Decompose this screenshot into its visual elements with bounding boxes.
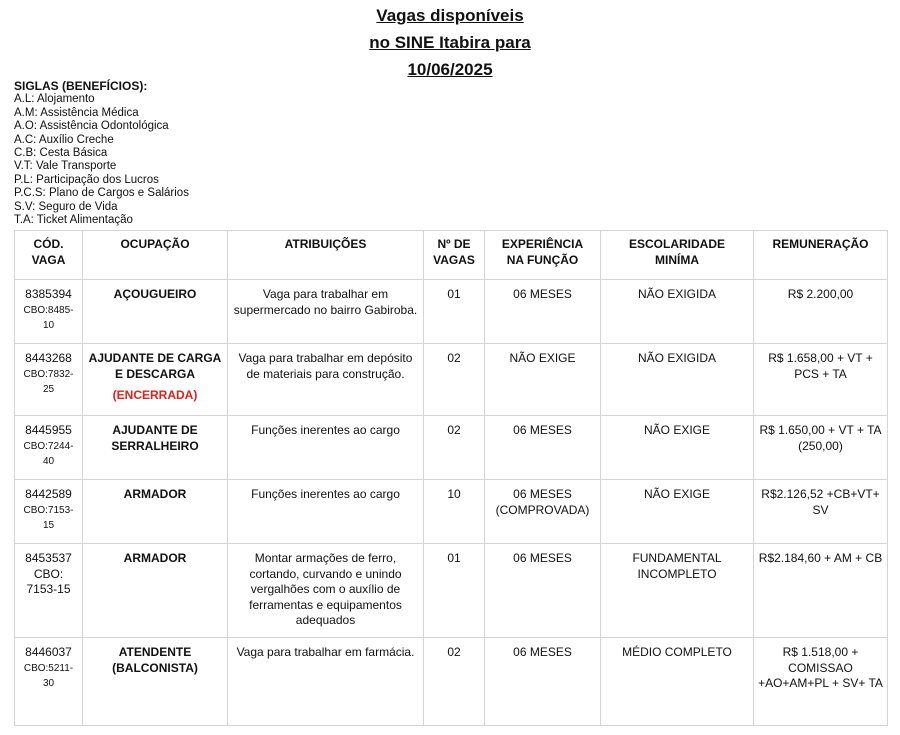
cell-occupation: ATENDENTE (BALCONISTA) [83,638,228,726]
table-row [15,344,888,416]
cell-attributions: Montar armações de ferro, cortando, curvando e unindo vergalhões com o auxílio de ferramentas e equipamentos adequados [228,544,424,638]
cell-experience: NÃO EXIGE [485,344,601,416]
cell-education: NÃO EXIGIDA [601,344,754,416]
status-closed-badge: (ENCERRADA) [112,388,198,402]
cell-code: 8453537 CBO: 7153-15 [15,544,83,638]
cell-pay: R$ 1.658,00 + VT + PCS + TA [754,344,888,416]
legend-heading: SIGLAS (BENEFÍCIOS): [14,79,148,93]
cell-occupation: AJUDANTE DE CARGA E DESCARGA (ENCERRADA) [83,344,228,416]
cell-education: NÃO EXIGE [601,416,754,480]
header-vacancies: Nº DE VAGAS [424,231,485,280]
cell-pay: R$ 2.200,00 [754,280,888,344]
cell-occupation: ARMADOR [83,544,228,638]
legend-item: S.V: Seguro de Vida [14,200,118,213]
cell-vacancies: 01 [424,544,485,638]
cell-attributions: Vaga para trabalhar em depósito de materiais para construção. [228,344,424,416]
cell-experience: 06 MESES (COMPROVADA) [485,480,601,544]
cell-experience: 06 MESES [485,544,601,638]
cell-occupation: AJUDANTE DE SERRALHEIRO [83,416,228,480]
table-header-row [15,231,888,280]
table-row [15,638,888,726]
cell-code: 8443268 CBO:7832-25 [15,344,83,416]
cell-vacancies: 10 [424,480,485,544]
cell-pay: R$2.184,60 + AM + CB [754,544,888,638]
cell-attributions: Vaga para trabalhar em farmácia. [228,638,424,726]
cell-occupation: AÇOUGUEIRO [83,280,228,344]
cell-attributions: Funções inerentes ao cargo [228,480,424,544]
title-line-2: no SINE Itabira para [369,33,531,52]
cell-experience: 06 MESES [485,280,601,344]
table-row [15,480,888,544]
legend-item: A.C: Auxílio Creche [14,133,114,146]
header-pay: REMUNERAÇÃO [754,231,888,280]
cell-vacancies: 02 [424,344,485,416]
cbo-code: CBO:5211-30 [23,662,74,689]
cbo-code: CBO:7153-15 [23,504,74,531]
legend-item: P.L: Participação dos Lucros [14,173,159,186]
legend-item: A.M: Assistência Médica [14,106,139,119]
cell-pay: R$ 1.518,00 + COMISSAO +AO+AM+PL + SV+ TA [754,638,888,726]
header-code: CÓD. VAGA [15,231,83,280]
cbo-code: CBO:7832-25 [23,368,74,395]
cell-code: 8445955 CBO:7244-40 [15,416,83,480]
header-attributions: ATRIBUIÇÕES [228,231,424,280]
cell-vacancies: 02 [424,416,485,480]
title-date: 10/06/2025 [407,60,493,79]
title-line-1: Vagas disponíveis [376,6,524,25]
cell-experience: 06 MESES [485,416,601,480]
cell-code: 8442589 CBO:7153-15 [15,480,83,544]
legend-item: C.B: Cesta Básica [14,147,108,160]
table-row [15,280,888,344]
cell-code: 8446037 CBO:5211-30 [15,638,83,726]
cbo-code: CBO: 7153-15 [26,566,71,596]
legend-item: P.C.S: Plano de Cargos e Salários [14,187,189,200]
cell-vacancies: 02 [424,638,485,726]
legend-item: A.O: Assistência Odontológica [14,120,169,133]
cell-experience: 06 MESES [485,638,601,726]
cell-pay: R$ 1.650,00 + VT + TA (250,00) [754,416,888,480]
header-experience: EXPERIÊNCIA NA FUNÇÃO [485,231,601,280]
cell-attributions: Funções inerentes ao cargo [228,416,424,480]
header-occupation: OCUPAÇÃO [83,231,228,280]
cell-education: MÉDIO COMPLETO [601,638,754,726]
cell-pay: R$2.126,52 +CB+VT+ SV [754,480,888,544]
legend-item: T.A: Ticket Alimentação [14,214,133,227]
cell-occupation: ARMADOR [83,480,228,544]
cell-education: FUNDAMENTAL INCOMPLETO [601,544,754,638]
legend-item: V.T: Vale Transporte [14,160,117,173]
page-title [0,2,900,83]
cbo-code: CBO:8485-10 [23,304,74,331]
cell-attributions: Vaga para trabalhar em supermercado no bairro Gabiroba. [228,280,424,344]
cell-education: NÃO EXIGE [601,480,754,544]
table-row [15,416,888,480]
legend-item: A.L: Alojamento [14,93,95,106]
table-row [15,544,888,638]
cell-vacancies: 01 [424,280,485,344]
benefits-legend [14,80,189,227]
cbo-code: CBO:7244-40 [23,440,74,467]
cell-code: 8385394 CBO:8485-10 [15,280,83,344]
header-education: ESCOLARIDADE MINÍMA [601,231,754,280]
cell-education: NÃO EXIGIDA [601,280,754,344]
job-vacancies-table [14,230,888,726]
